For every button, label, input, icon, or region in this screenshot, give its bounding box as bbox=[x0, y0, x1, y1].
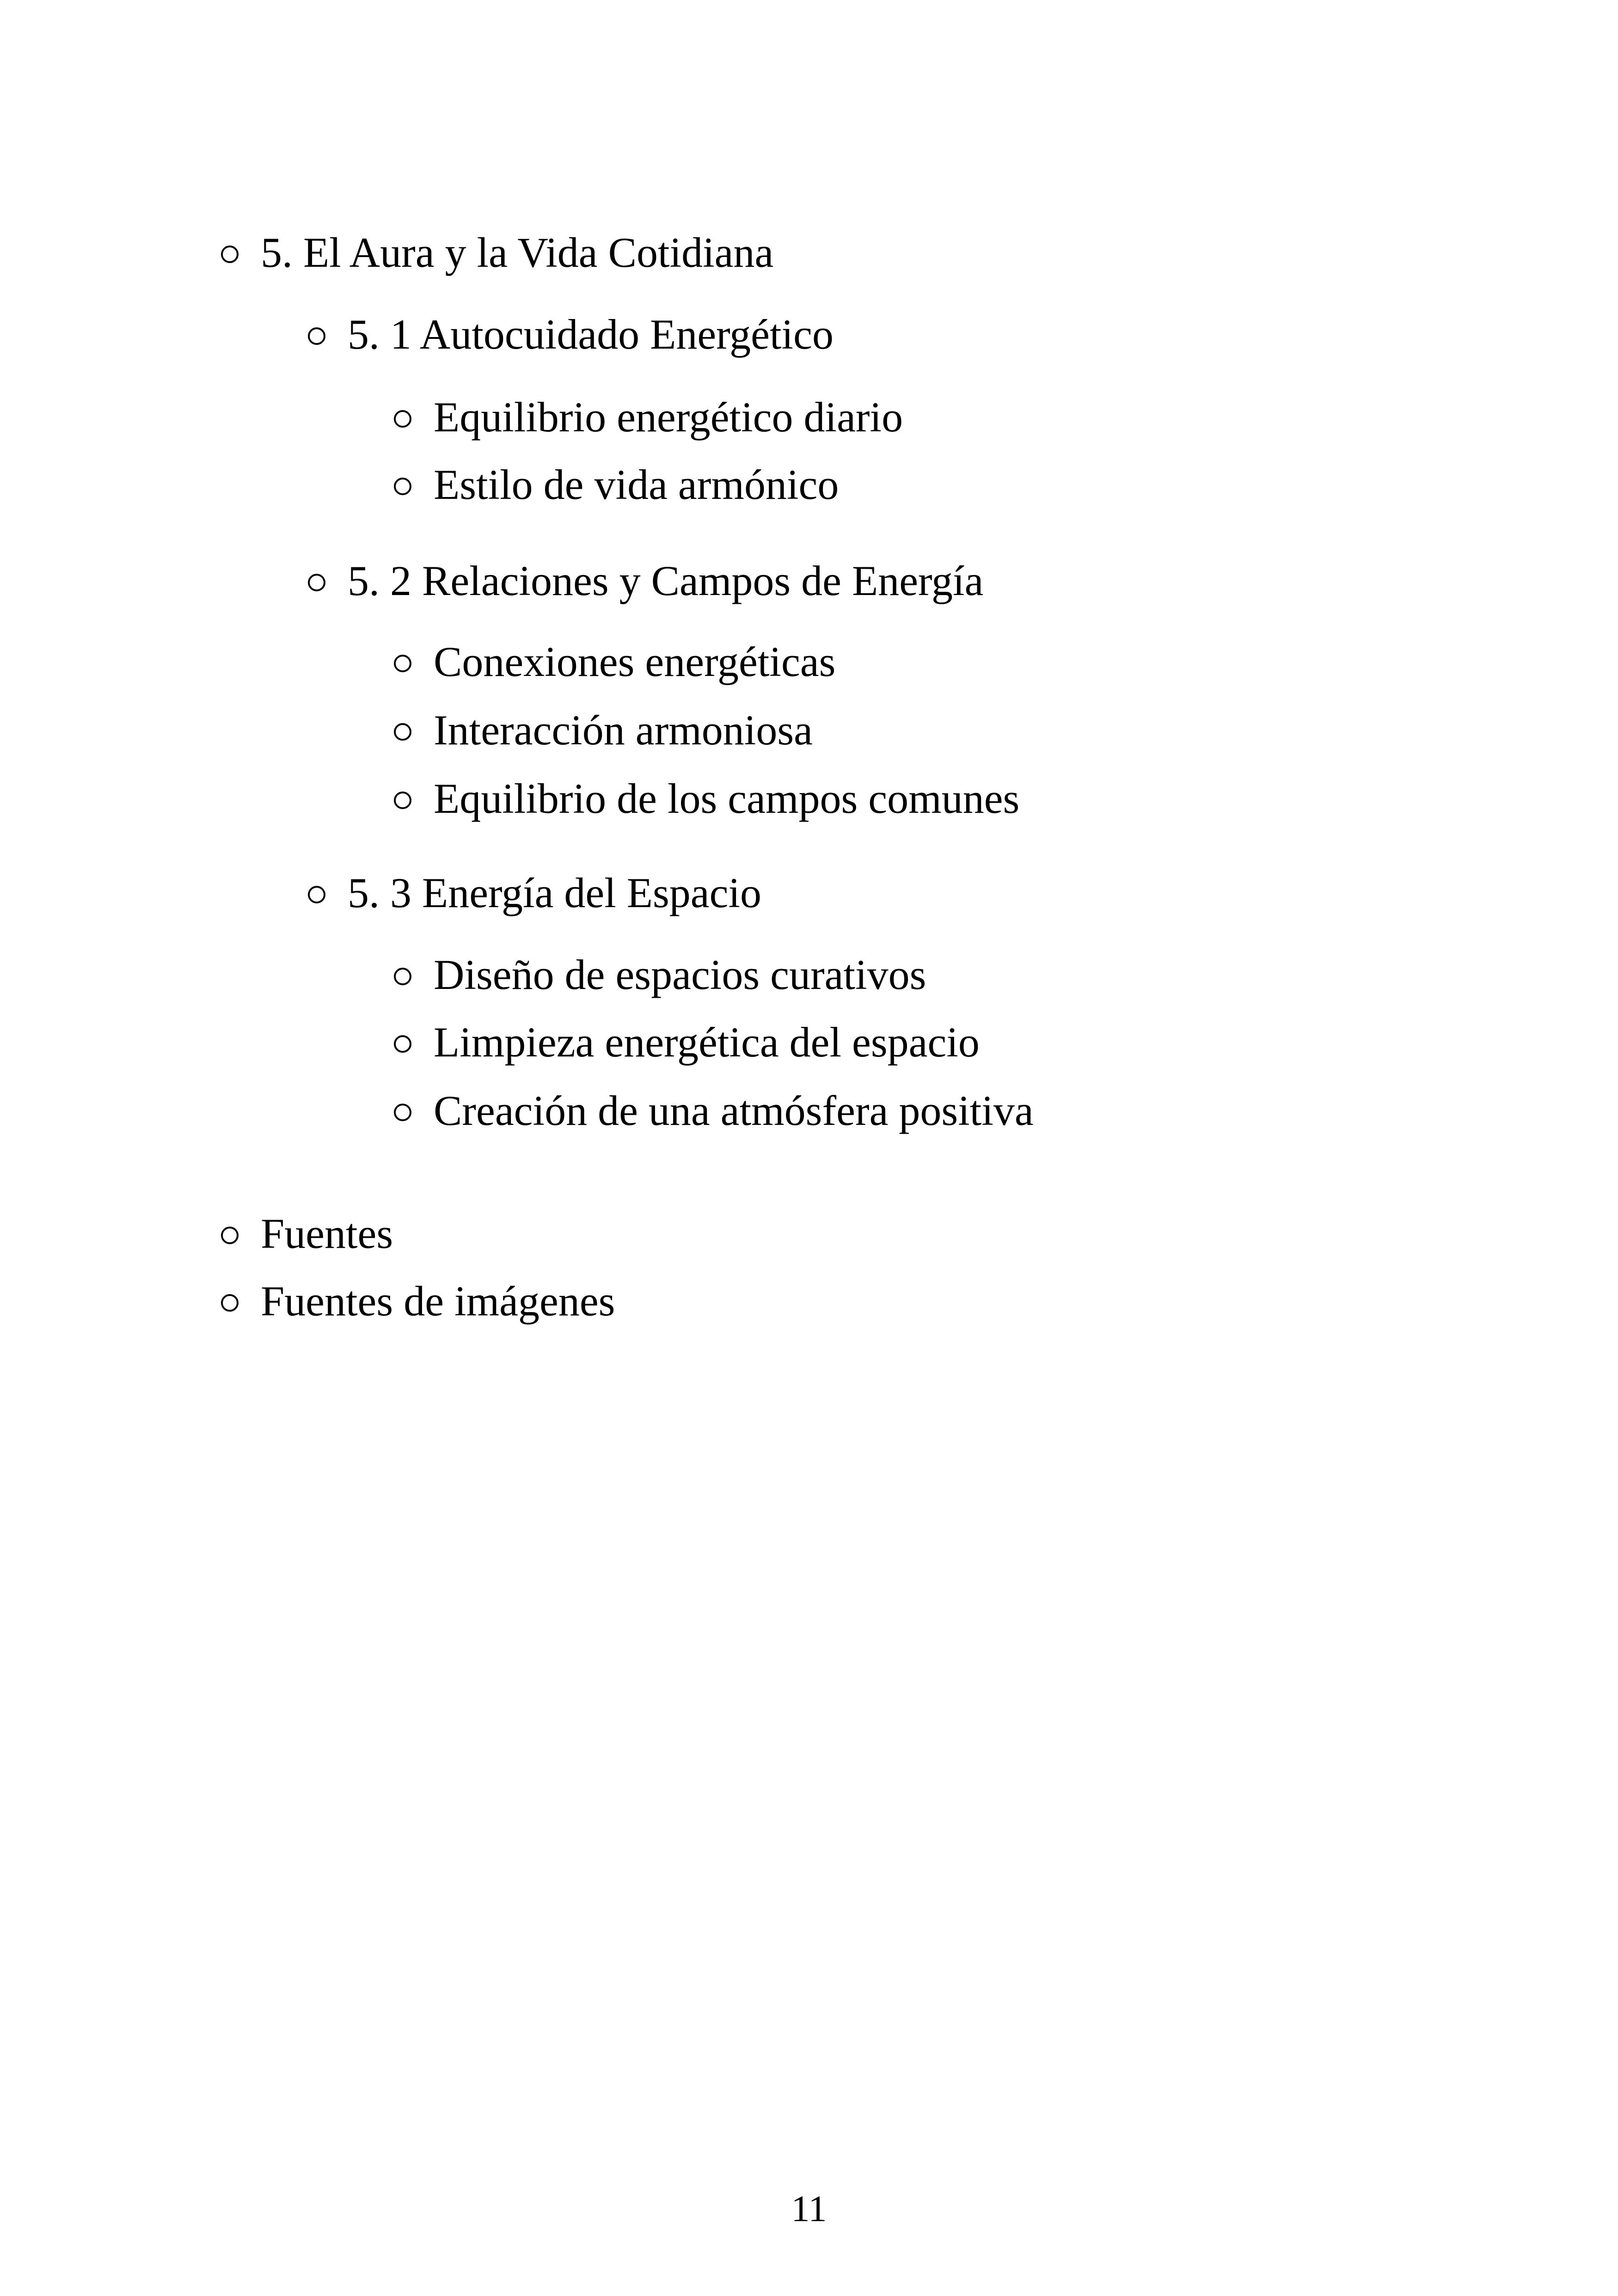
toc-entry-item[interactable] bbox=[394, 640, 835, 683]
circle-bullet-icon bbox=[308, 574, 325, 591]
circle-bullet-icon bbox=[221, 246, 239, 263]
toc-entry-label: Creación de una atmósfera positiva bbox=[434, 1087, 1034, 1134]
toc-entry-label: Diseño de espacios curativos bbox=[434, 951, 926, 998]
circle-bullet-icon bbox=[394, 410, 411, 428]
toc-entry-section-5[interactable] bbox=[221, 231, 773, 274]
toc-entry-label: Fuentes bbox=[261, 1210, 393, 1257]
toc-entry-label: Interacción armoniosa bbox=[434, 706, 813, 754]
toc-entry-label: 5. 3 Energía del Espacio bbox=[348, 869, 762, 916]
circle-bullet-icon bbox=[308, 886, 325, 903]
circle-bullet-icon bbox=[308, 327, 325, 345]
toc-entry-fuentes-imagenes[interactable] bbox=[221, 1277, 615, 1325]
circle-bullet-icon bbox=[394, 1104, 411, 1121]
toc-entry-section-5-2[interactable] bbox=[308, 559, 983, 602]
toc-entry-label: 5. 1 Autocuidado Energético bbox=[348, 311, 834, 358]
toc-entry-label: Fuentes de imágenes bbox=[261, 1277, 615, 1325]
toc-entry-section-5-3[interactable] bbox=[308, 869, 762, 916]
toc-entry-item[interactable] bbox=[394, 706, 813, 754]
circle-bullet-icon bbox=[221, 1294, 239, 1312]
circle-bullet-icon bbox=[394, 655, 411, 672]
circle-bullet-icon bbox=[394, 723, 411, 741]
toc-entry-label: Limpieza energética del espacio bbox=[434, 1019, 980, 1066]
toc-entry-item[interactable] bbox=[394, 953, 926, 996]
page-number: 11 bbox=[791, 2189, 827, 2229]
toc-entry-item[interactable] bbox=[394, 777, 1019, 820]
circle-bullet-icon bbox=[394, 1035, 411, 1053]
toc-entry-label: 5. El Aura y la Vida Cotidiana bbox=[261, 229, 774, 276]
toc-entry-label: Estilo de vida armónico bbox=[434, 461, 839, 508]
toc-entry-item[interactable] bbox=[394, 1019, 980, 1066]
toc-entry-fuentes[interactable] bbox=[221, 1212, 393, 1255]
toc-entry-label: Conexiones energéticas bbox=[434, 638, 836, 685]
toc-entry-section-5-1[interactable] bbox=[308, 313, 834, 356]
circle-bullet-icon bbox=[221, 1227, 239, 1244]
toc-entry-item[interactable] bbox=[394, 463, 839, 506]
toc-entry-label: Equilibrio energético diario bbox=[434, 393, 903, 441]
toc-entry-label: Equilibrio de los campos comunes bbox=[434, 775, 1020, 822]
circle-bullet-icon bbox=[394, 792, 411, 809]
toc-entry-label: 5. 2 Relaciones y Campos de Energía bbox=[348, 557, 984, 604]
circle-bullet-icon bbox=[394, 478, 411, 495]
toc-entry-item[interactable] bbox=[394, 1089, 1034, 1132]
toc-entry-item[interactable] bbox=[394, 393, 903, 441]
circle-bullet-icon bbox=[394, 968, 411, 985]
